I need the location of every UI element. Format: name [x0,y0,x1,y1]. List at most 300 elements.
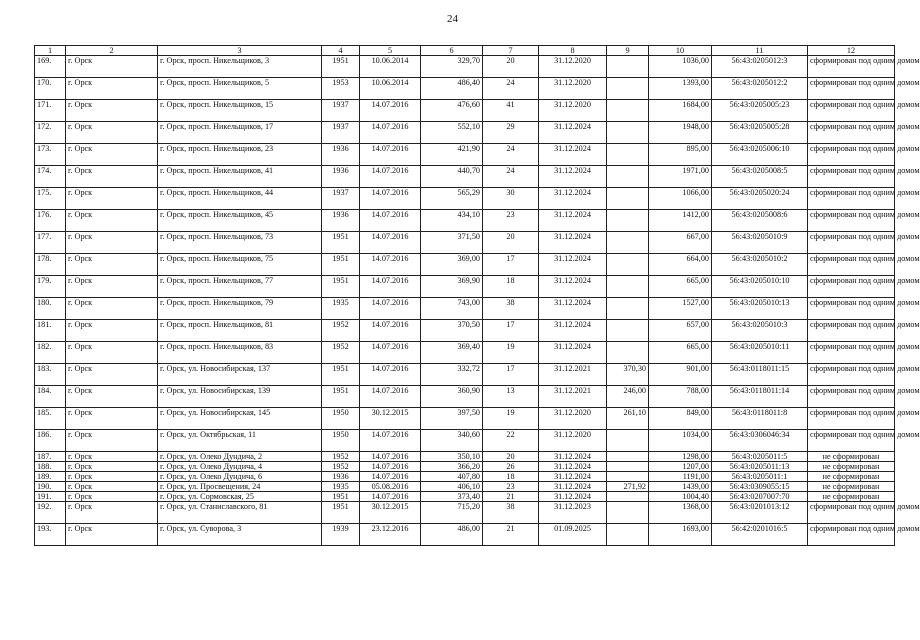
year-cell: 1951 [322,364,360,386]
row-number-cell: 170. [35,78,66,100]
column-9-cell [607,276,649,298]
row-number-cell: 189. [35,472,66,482]
column-9-cell: 370,30 [607,364,649,386]
column-10-cell: 664,00 [649,254,712,276]
address-cell: г. Орск, просп. Никельщиков, 44 [158,188,322,210]
table-row [35,502,895,524]
city-cell: г. Орск [66,342,158,364]
table-row [35,210,895,232]
cadastral-number-cell: 56:43:0205010:10 [712,276,808,298]
row-number-cell: 169. [35,56,66,78]
row-number-cell: 171. [35,100,66,122]
cadastral-number-cell: 56:42:0201016:5 [712,524,808,546]
address-cell: г. Орск, ул. Новосибирская, 137 [158,364,322,386]
address-cell: г. Орск, просп. Никельщиков, 23 [158,144,322,166]
column-10-cell: 1004,40 [649,492,712,502]
cadastral-number-cell: 56:43:0205020:24 [712,188,808,210]
column-10-cell: 1368,00 [649,502,712,524]
column-header: 7 [483,46,539,56]
date-cell: 14.07.2016 [360,232,421,254]
table-row [35,56,895,78]
column-9-cell: 246,00 [607,386,649,408]
land-status-cell: сформирован под одним домом [808,524,895,546]
city-cell: г. Орск [66,320,158,342]
column-9-cell [607,462,649,472]
column-10-cell: 788,00 [649,386,712,408]
land-status-cell: не сформирован [808,482,895,492]
area-cell: 552,10 [421,122,483,144]
address-cell: г. Орск, ул. Суворова, 3 [158,524,322,546]
column-10-cell: 849,00 [649,408,712,430]
land-status-cell: сформирован под одним домом [808,100,895,122]
area-cell: 366,20 [421,462,483,472]
city-cell: г. Орск [66,56,158,78]
cadastral-number-cell: 56:43:0201013:12 [712,502,808,524]
cadastral-number-cell: 56:43:0207007:70 [712,492,808,502]
column-10-cell: 1191,00 [649,472,712,482]
cadastral-number-cell: 56:43:0205005:23 [712,100,808,122]
cadastral-number-cell: 56:43:0205012:2 [712,78,808,100]
city-cell: г. Орск [66,144,158,166]
land-status-cell: сформирован под одним домом [808,276,895,298]
address-cell: г. Орск, ул. Олеко Дундича, 2 [158,452,322,462]
row-number-cell: 184. [35,386,66,408]
table-row [35,492,895,502]
date-cell: 30.12.2015 [360,502,421,524]
column-9-cell: 261,10 [607,408,649,430]
column-10-cell: 1393,00 [649,78,712,100]
row-number-cell: 180. [35,298,66,320]
cadastral-number-cell: 56:43:0118011:14 [712,386,808,408]
row-number-cell: 188. [35,462,66,472]
date-cell: 14.07.2016 [360,364,421,386]
row-number-cell: 181. [35,320,66,342]
address-cell: г. Орск, просп. Никельщиков, 81 [158,320,322,342]
column-9-cell [607,210,649,232]
area-cell: 407,80 [421,472,483,482]
table-row [35,122,895,144]
column-10-cell: 1439,00 [649,482,712,492]
year-cell: 1951 [322,386,360,408]
land-status-cell: сформирован под одним домом [808,166,895,188]
year-cell: 1952 [322,320,360,342]
city-cell: г. Орск [66,276,158,298]
residents-cell: 17 [483,320,539,342]
land-status-cell: сформирован под одним домом [808,144,895,166]
row-number-cell: 187. [35,452,66,462]
date-cell: 05.08.2016 [360,482,421,492]
table-row [35,144,895,166]
deadline-cell: 31.12.2024 [539,166,607,188]
city-cell: г. Орск [66,122,158,144]
year-cell: 1939 [322,524,360,546]
date-cell: 30.12.2015 [360,408,421,430]
column-10-cell: 1298,00 [649,452,712,462]
date-cell: 14.07.2016 [360,386,421,408]
area-cell: 565,29 [421,188,483,210]
row-number-cell: 182. [35,342,66,364]
year-cell: 1951 [322,254,360,276]
city-cell: г. Орск [66,386,158,408]
land-status-cell: сформирован под одним домом [808,408,895,430]
table-row [35,408,895,430]
land-status-cell: сформирован под одним домом [808,78,895,100]
city-cell: г. Орск [66,188,158,210]
column-9-cell [607,100,649,122]
land-status-cell: не сформирован [808,492,895,502]
row-number-cell: 191. [35,492,66,502]
table-row [35,342,895,364]
area-cell: 434,10 [421,210,483,232]
year-cell: 1937 [322,188,360,210]
land-status-cell: сформирован под одним домом [808,188,895,210]
date-cell: 14.07.2016 [360,188,421,210]
row-number-cell: 186. [35,430,66,452]
area-cell: 421,90 [421,144,483,166]
land-status-cell: не сформирован [808,462,895,472]
cadastral-number-cell: 56:43:0205005:28 [712,122,808,144]
column-header: 12 [808,46,895,56]
land-status-cell: сформирован под одним домом [808,386,895,408]
area-cell: 371,50 [421,232,483,254]
table-row [35,188,895,210]
residents-cell: 18 [483,276,539,298]
year-cell: 1952 [322,462,360,472]
date-cell: 14.07.2016 [360,492,421,502]
cadastral-number-cell: 56:43:0205010:11 [712,342,808,364]
residents-cell: 20 [483,232,539,254]
column-9-cell [607,430,649,452]
row-number-cell: 185. [35,408,66,430]
row-number-cell: 173. [35,144,66,166]
cadastral-number-cell: 56:43:0205010:2 [712,254,808,276]
deadline-cell: 31.12.2020 [539,78,607,100]
deadline-cell: 31.12.2020 [539,56,607,78]
city-cell: г. Орск [66,364,158,386]
city-cell: г. Орск [66,472,158,482]
cadastral-number-cell: 56:43:0205006:10 [712,144,808,166]
column-9-cell [607,166,649,188]
column-header: 10 [649,46,712,56]
date-cell: 10.06.2014 [360,78,421,100]
area-cell: 369,00 [421,254,483,276]
column-10-cell: 1034,00 [649,430,712,452]
column-9-cell [607,452,649,462]
deadline-cell: 31.12.2021 [539,364,607,386]
year-cell: 1935 [322,482,360,492]
deadline-cell: 31.12.2020 [539,430,607,452]
residents-cell: 26 [483,462,539,472]
table-row [35,472,895,482]
column-9-cell [607,232,649,254]
year-cell: 1936 [322,144,360,166]
address-cell: г. Орск, ул. Просвещения, 24 [158,482,322,492]
row-number-cell: 179. [35,276,66,298]
row-number-cell: 175. [35,188,66,210]
deadline-cell: 31.12.2024 [539,462,607,472]
year-cell: 1936 [322,166,360,188]
year-cell: 1950 [322,430,360,452]
year-cell: 1952 [322,342,360,364]
row-number-cell: 190. [35,482,66,492]
area-cell: 486,00 [421,524,483,546]
year-cell: 1951 [322,502,360,524]
area-cell: 476,60 [421,100,483,122]
table-row [35,452,895,462]
column-header: 1 [35,46,66,56]
deadline-cell: 31.12.2024 [539,210,607,232]
table-row [35,276,895,298]
date-cell: 14.07.2016 [360,122,421,144]
date-cell: 14.07.2016 [360,210,421,232]
address-cell: г. Орск, просп. Никельщиков, 15 [158,100,322,122]
area-cell: 360,90 [421,386,483,408]
date-cell: 14.07.2016 [360,462,421,472]
address-cell: г. Орск, ул. Новосибирская, 145 [158,408,322,430]
residents-cell: 21 [483,492,539,502]
address-cell: г. Орск, просп. Никельщиков, 5 [158,78,322,100]
deadline-cell: 31.12.2024 [539,482,607,492]
date-cell: 23.12.2016 [360,524,421,546]
address-cell: г. Орск, просп. Никельщиков, 79 [158,298,322,320]
residents-cell: 13 [483,386,539,408]
year-cell: 1951 [322,492,360,502]
address-cell: г. Орск, просп. Никельщиков, 83 [158,342,322,364]
deadline-cell: 31.12.2024 [539,472,607,482]
year-cell: 1937 [322,122,360,144]
column-9-cell [607,254,649,276]
city-cell: г. Орск [66,166,158,188]
cadastral-number-cell: 56:43:0205012:3 [712,56,808,78]
column-number-row [35,46,895,56]
residents-cell: 38 [483,298,539,320]
residents-cell: 18 [483,472,539,482]
date-cell: 14.07.2016 [360,298,421,320]
deadline-cell: 31.12.2024 [539,492,607,502]
cadastral-number-cell: 56:43:0205008:5 [712,166,808,188]
residents-cell: 38 [483,502,539,524]
residents-cell: 23 [483,210,539,232]
residents-cell: 17 [483,254,539,276]
column-9-cell [607,78,649,100]
row-number-cell: 172. [35,122,66,144]
address-cell: г. Орск, просп. Никельщиков, 17 [158,122,322,144]
city-cell: г. Орск [66,502,158,524]
address-cell: г. Орск, просп. Никельщиков, 3 [158,56,322,78]
deadline-cell: 31.12.2024 [539,254,607,276]
column-9-cell [607,524,649,546]
date-cell: 14.07.2016 [360,452,421,462]
date-cell: 14.07.2016 [360,320,421,342]
land-status-cell: сформирован под одним домом [808,122,895,144]
column-9-cell [607,472,649,482]
residents-cell: 20 [483,452,539,462]
deadline-cell: 31.12.2024 [539,144,607,166]
table-row [35,430,895,452]
area-cell: 369,90 [421,276,483,298]
address-cell: г. Орск, ул. Октябрьская, 11 [158,430,322,452]
area-cell: 406,10 [421,482,483,492]
residents-cell: 19 [483,408,539,430]
deadline-cell: 31.12.2024 [539,298,607,320]
residents-cell: 17 [483,364,539,386]
residents-cell: 30 [483,188,539,210]
table-row [35,254,895,276]
address-cell: г. Орск, просп. Никельщиков, 75 [158,254,322,276]
deadline-cell: 31.12.2024 [539,452,607,462]
table-body [35,56,920,546]
city-cell: г. Орск [66,408,158,430]
year-cell: 1952 [322,452,360,462]
year-cell: 1951 [322,232,360,254]
city-cell: г. Орск [66,430,158,452]
table-row [35,298,895,320]
residents-cell: 19 [483,342,539,364]
deadline-cell: 31.12.2024 [539,188,607,210]
column-10-cell: 1693,00 [649,524,712,546]
area-cell: 397,50 [421,408,483,430]
residents-cell: 23 [483,482,539,492]
row-number-cell: 193. [35,524,66,546]
land-status-cell: не сформирован [808,452,895,462]
date-cell: 14.07.2016 [360,276,421,298]
cadastral-number-cell: 56:43:0205011:1 [712,472,808,482]
date-cell: 14.07.2016 [360,472,421,482]
column-10-cell: 667,00 [649,232,712,254]
address-cell: г. Орск, просп. Никельщиков, 45 [158,210,322,232]
column-9-cell: 271,92 [607,482,649,492]
city-cell: г. Орск [66,492,158,502]
land-status-cell: сформирован под одним домом [808,320,895,342]
cadastral-number-cell: 56:43:0118011:8 [712,408,808,430]
date-cell: 14.07.2016 [360,100,421,122]
city-cell: г. Орск [66,232,158,254]
column-10-cell: 665,00 [649,276,712,298]
register-table [34,45,920,546]
address-cell: г. Орск, ул. Олеко Дундича, 4 [158,462,322,472]
date-cell: 14.07.2016 [360,342,421,364]
column-header: 5 [360,46,421,56]
city-cell: г. Орск [66,524,158,546]
column-header: 6 [421,46,483,56]
column-10-cell: 1971,00 [649,166,712,188]
deadline-cell: 01.09.2025 [539,524,607,546]
land-status-cell: сформирован под одним домом [808,364,895,386]
table-row [35,320,895,342]
residents-cell: 22 [483,430,539,452]
deadline-cell: 31.12.2021 [539,386,607,408]
residents-cell: 20 [483,56,539,78]
city-cell: г. Орск [66,254,158,276]
column-9-cell [607,298,649,320]
date-cell: 14.07.2016 [360,430,421,452]
row-number-cell: 177. [35,232,66,254]
column-10-cell: 1207,00 [649,462,712,472]
table-row [35,100,895,122]
column-10-cell: 1948,00 [649,122,712,144]
year-cell: 1936 [322,210,360,232]
residents-cell: 24 [483,144,539,166]
date-cell: 14.07.2016 [360,166,421,188]
city-cell: г. Орск [66,298,158,320]
address-cell: г. Орск, просп. Никельщиков, 73 [158,232,322,254]
city-cell: г. Орск [66,210,158,232]
date-cell: 10.06.2014 [360,56,421,78]
column-9-cell [607,492,649,502]
deadline-cell: 31.12.2024 [539,232,607,254]
column-header: 8 [539,46,607,56]
year-cell: 1951 [322,56,360,78]
deadline-cell: 31.12.2023 [539,502,607,524]
year-cell: 1951 [322,276,360,298]
address-cell: г. Орск, ул. Олеко Дундича, 6 [158,472,322,482]
address-cell: г. Орск, ул. Сормовская, 25 [158,492,322,502]
deadline-cell: 31.12.2024 [539,342,607,364]
column-9-cell [607,122,649,144]
row-number-cell: 183. [35,364,66,386]
page-number: 24 [447,13,458,25]
deadline-cell: 31.12.2020 [539,100,607,122]
deadline-cell: 31.12.2024 [539,122,607,144]
address-cell: г. Орск, ул. Стaниславского, 81 [158,502,322,524]
table-row [35,462,895,472]
land-status-cell: сформирован под одним домом [808,210,895,232]
row-number-cell: 176. [35,210,66,232]
table-row [35,386,895,408]
column-10-cell: 1066,00 [649,188,712,210]
table-row [35,524,895,546]
column-10-cell: 895,00 [649,144,712,166]
deadline-cell: 31.12.2024 [539,320,607,342]
table-row [35,232,895,254]
table-row [35,482,895,492]
year-cell: 1935 [322,298,360,320]
row-number-cell: 192. [35,502,66,524]
area-cell: 486,40 [421,78,483,100]
land-status-cell: сформирован под одним домом [808,502,895,524]
land-status-cell: сформирован под одним домом [808,342,895,364]
column-header: 4 [322,46,360,56]
column-10-cell: 1036,00 [649,56,712,78]
column-9-cell [607,502,649,524]
column-9-cell [607,56,649,78]
row-number-cell: 178. [35,254,66,276]
area-cell: 350,10 [421,452,483,462]
row-number-cell: 174. [35,166,66,188]
table-row [35,364,895,386]
land-status-cell: сформирован под одним домом [808,298,895,320]
year-cell: 1937 [322,100,360,122]
cadastral-number-cell: 56:43:0205011:13 [712,462,808,472]
land-status-cell: сформирован под одним домом [808,254,895,276]
column-9-cell [607,188,649,210]
residents-cell: 29 [483,122,539,144]
city-cell: г. Орск [66,78,158,100]
area-cell: 373,40 [421,492,483,502]
column-10-cell: 1527,00 [649,298,712,320]
land-status-cell: не сформирован [808,472,895,482]
column-header: 3 [158,46,322,56]
area-cell: 715,20 [421,502,483,524]
year-cell: 1953 [322,78,360,100]
area-cell: 370,50 [421,320,483,342]
column-10-cell: 1412,00 [649,210,712,232]
column-header: 11 [712,46,808,56]
cadastral-number-cell: 56:43:0309055:15 [712,482,808,492]
cadastral-number-cell: 56:43:0205008:6 [712,210,808,232]
year-cell: 1950 [322,408,360,430]
column-10-cell: 1684,00 [649,100,712,122]
